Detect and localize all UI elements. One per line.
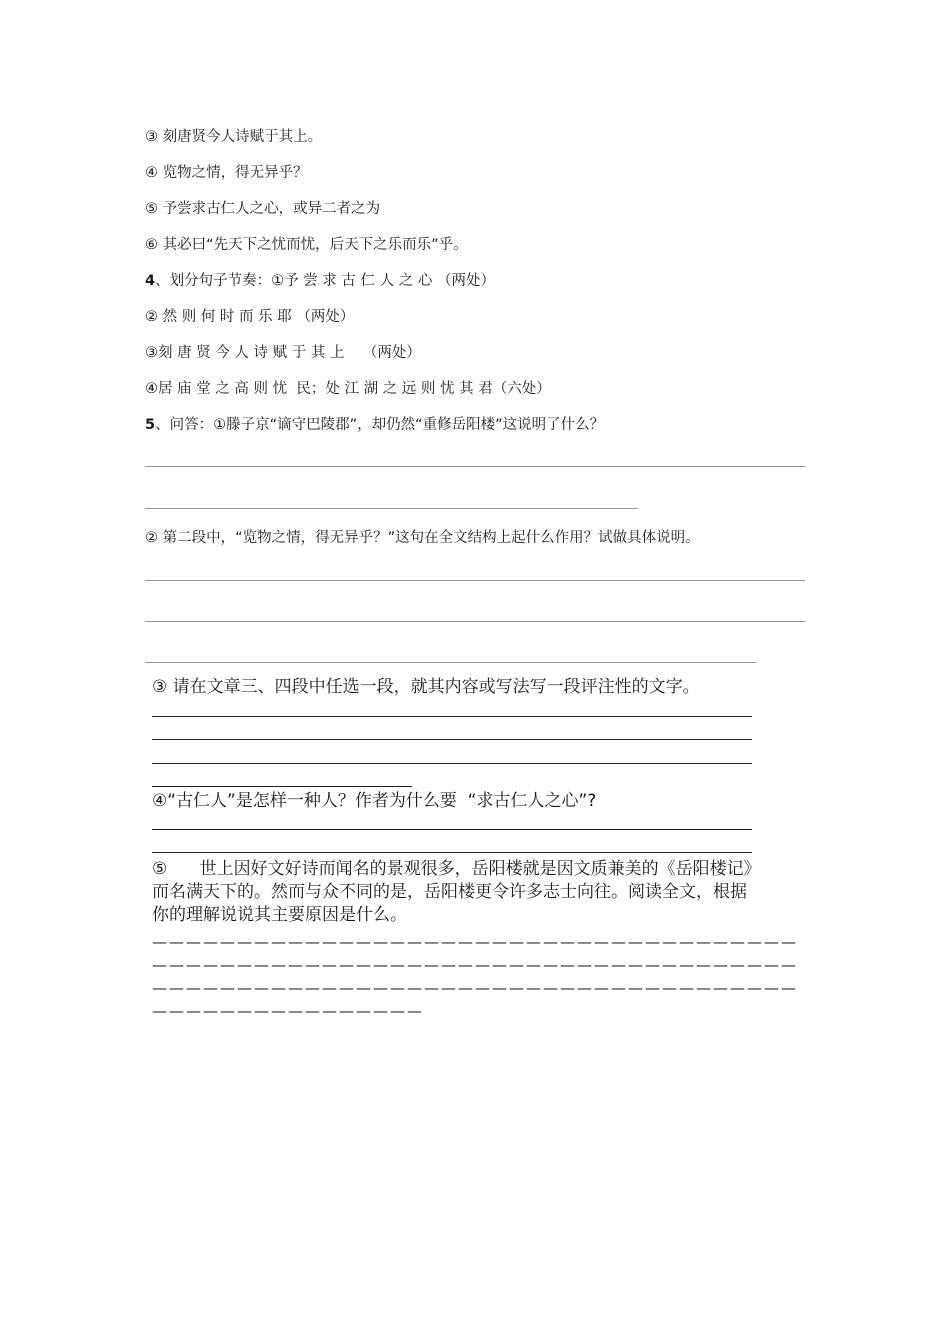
answer-line[interactable] <box>145 621 805 622</box>
question-5 <box>145 416 604 434</box>
item-q3-3: ③ 刻唐贤今人诗赋于其上。 <box>145 129 323 145</box>
answer-line[interactable] <box>152 829 752 830</box>
item-q3-6: ⑥ 其必曰“先天下之忧而忧，后天下之乐而乐”乎。 <box>145 237 468 253</box>
question-4-number: 4 <box>145 273 156 289</box>
item-q4-2: ② 然 则 何 时 而 乐 耶 （两处） <box>145 309 355 325</box>
question-5-text: 、问答：①滕子京“谪守巴陵郡”，却仍然“重修岳阳楼”这说明了什么？ <box>155 417 605 433</box>
answer-line[interactable] <box>152 716 752 717</box>
answer-line[interactable] <box>152 852 752 853</box>
item-q3-4: ④ 览物之情，得无异乎？ <box>145 165 308 181</box>
item-q5-3: ③ 请在文章三、四段中任选一段，就其内容或写法写一段评注性的文字。 <box>152 677 700 697</box>
question-4 <box>145 272 495 290</box>
dashed-answer-line[interactable]: —————————————————————————————————————— <box>152 956 798 974</box>
item-q5-4: ④“古仁人”是怎样一种人？作者为什么要 “求古仁人之心”? <box>152 791 597 811</box>
item-q4-3: ③刻 唐 贤 今 人 诗 赋 于 其 上 （两处） <box>145 345 421 361</box>
answer-line[interactable] <box>145 580 805 581</box>
dashed-answer-line[interactable]: ———————————————— <box>152 1002 424 1020</box>
answer-line[interactable] <box>145 508 638 509</box>
item-q4-4: ④居 庙 堂 之 高 则 忧 民；处 江 湖 之 远 则 忧 其 君（六处） <box>145 381 551 397</box>
item-q5-5-line-2: 而名满天下的。然而与众不同的是，岳阳楼更令许多志士向往。阅读全文，根据 <box>152 882 747 902</box>
answer-line[interactable] <box>145 662 756 663</box>
item-q5-2: ② 第二段中，“览物之情，得无异乎？”这句在全文结构上起什么作用？试做具体说明。 <box>145 530 700 546</box>
answer-line[interactable] <box>152 763 752 764</box>
answer-line[interactable] <box>152 786 412 787</box>
item-q5-5-line-1: ⑤ 世上因好文好诗而闻名的景观很多，岳阳楼就是因文质兼美的《岳阳楼记》 <box>152 859 761 879</box>
dashed-answer-line[interactable]: —————————————————————————————————————— <box>152 933 798 951</box>
question-5-number: 5 <box>145 417 156 433</box>
question-4-text: 、划分句子节奏：①予 尝 求 古 仁 人 之 心 （两处） <box>155 273 495 289</box>
item-q5-5-line-3: 你的理解说说其主要原因是什么。 <box>152 905 407 925</box>
answer-line[interactable] <box>152 739 752 740</box>
dashed-answer-line[interactable]: —————————————————————————————————————— <box>152 979 798 997</box>
answer-line[interactable] <box>145 466 805 467</box>
item-q3-5: ⑤ 予尝求古仁人之心，或异二者之为 <box>145 201 381 217</box>
